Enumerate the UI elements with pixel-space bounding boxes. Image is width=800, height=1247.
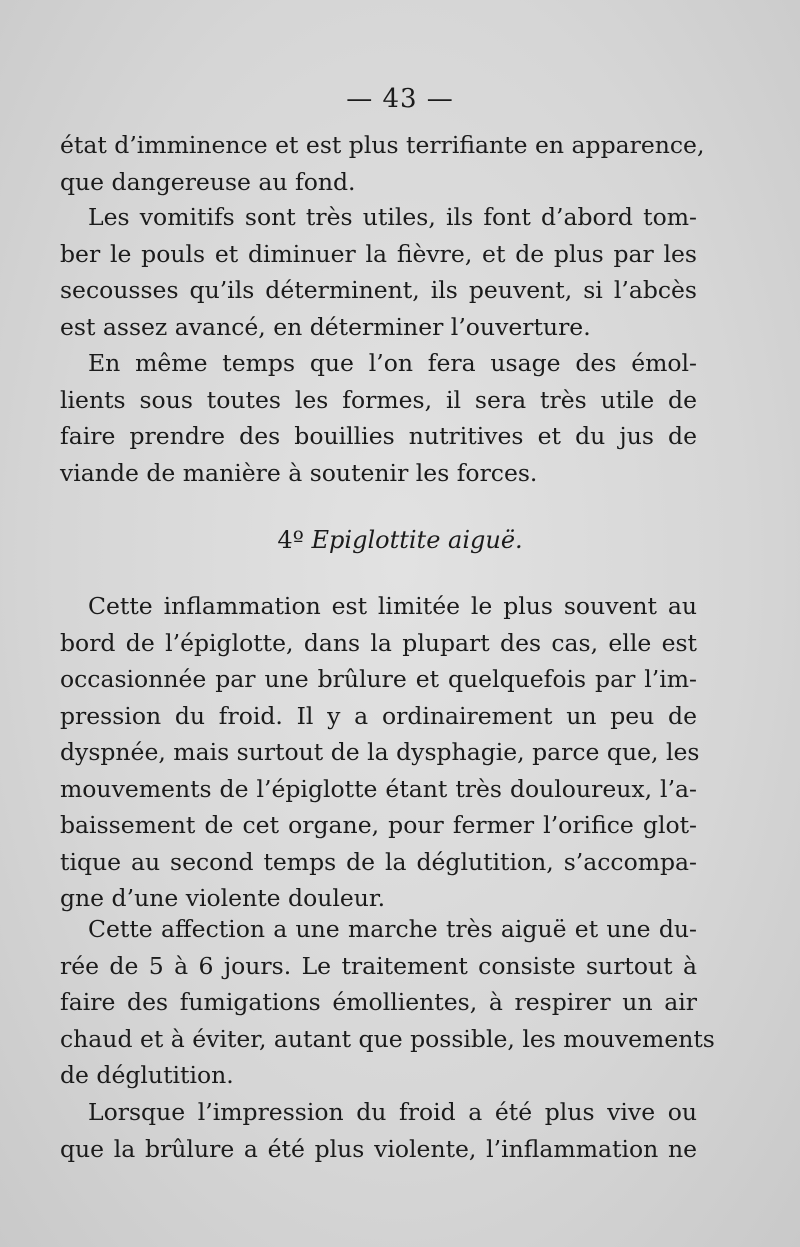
text-line: secousses qu’ils déterminent, ils peuvent, si l’abcès xyxy=(60,276,697,304)
text-line: tique au second temps de la déglutition, s’accompa- xyxy=(60,847,697,876)
text-line: Cette inflammation est limitée le plus souvent au xyxy=(88,592,697,620)
paragraph-1 xyxy=(60,127,705,200)
text-line: Cette affection a une marche très aiguë et une du- xyxy=(88,915,697,943)
section-title: Epiglottite aiguë. xyxy=(311,526,523,554)
text-line: de déglutition. xyxy=(60,1061,234,1089)
text-line: En même temps que l’on fera usage des émol- xyxy=(88,349,697,377)
section-number: 4º xyxy=(277,526,304,554)
text-line: rée de 5 à 6 jours. Le traitement consiste surtout à xyxy=(60,951,697,980)
text-line: viande de manière à soutenir les forces. xyxy=(60,458,538,487)
text-line: que dangereuse au fond. xyxy=(60,167,356,196)
text-line: Lorsque l’impression du froid a été plus vive ou xyxy=(88,1098,697,1126)
text-line: ber le pouls et diminuer la fièvre, et de plus par les xyxy=(60,239,697,268)
text-line: mouvements de l’épiglotte étant très douloureux, l’a- xyxy=(60,774,697,803)
text-line: baissement de cet organe, pour fermer l’orifice glot- xyxy=(60,811,697,839)
paragraph-3 xyxy=(60,345,697,491)
text-line: bord de l’épiglotte, dans la plupart des cas, elle est xyxy=(60,628,697,657)
paragraph-4 xyxy=(60,588,700,917)
text-line: est assez avancé, en déterminer l’ouverture. xyxy=(60,312,591,341)
text-line: état d’imminence et est plus terrifiante en apparence, xyxy=(60,131,705,159)
text-line: lients sous toutes les formes, il sera très utile de xyxy=(60,385,697,414)
text-line: pression du froid. Il y a ordinairement un peu de xyxy=(60,701,697,730)
paragraph-2 xyxy=(60,199,697,345)
text-line: que la brûlure a été plus violente, l’inflammation ne xyxy=(60,1134,697,1163)
text-line: Les vomitifs sont très utiles, ils font d’abord tom- xyxy=(88,203,697,231)
text-line: faire prendre des bouillies nutritives et du jus de xyxy=(60,422,697,450)
paragraph-5 xyxy=(60,911,715,1094)
text-line: dyspnée, mais surtout de la dysphagie, parce que, les xyxy=(60,738,700,766)
section-heading xyxy=(0,522,800,558)
page-number: — 43 — xyxy=(346,84,454,114)
text-line: occasionnée par une brûlure et quelquefois par l’im- xyxy=(60,665,697,693)
text-line: faire des fumigations émollientes, à respirer un air xyxy=(60,988,697,1016)
text-line: chaud et à éviter, autant que possible, les mouvements xyxy=(60,1024,715,1053)
text-line: gne d’une violente douleur. xyxy=(60,884,386,912)
paragraph-6 xyxy=(60,1094,697,1167)
